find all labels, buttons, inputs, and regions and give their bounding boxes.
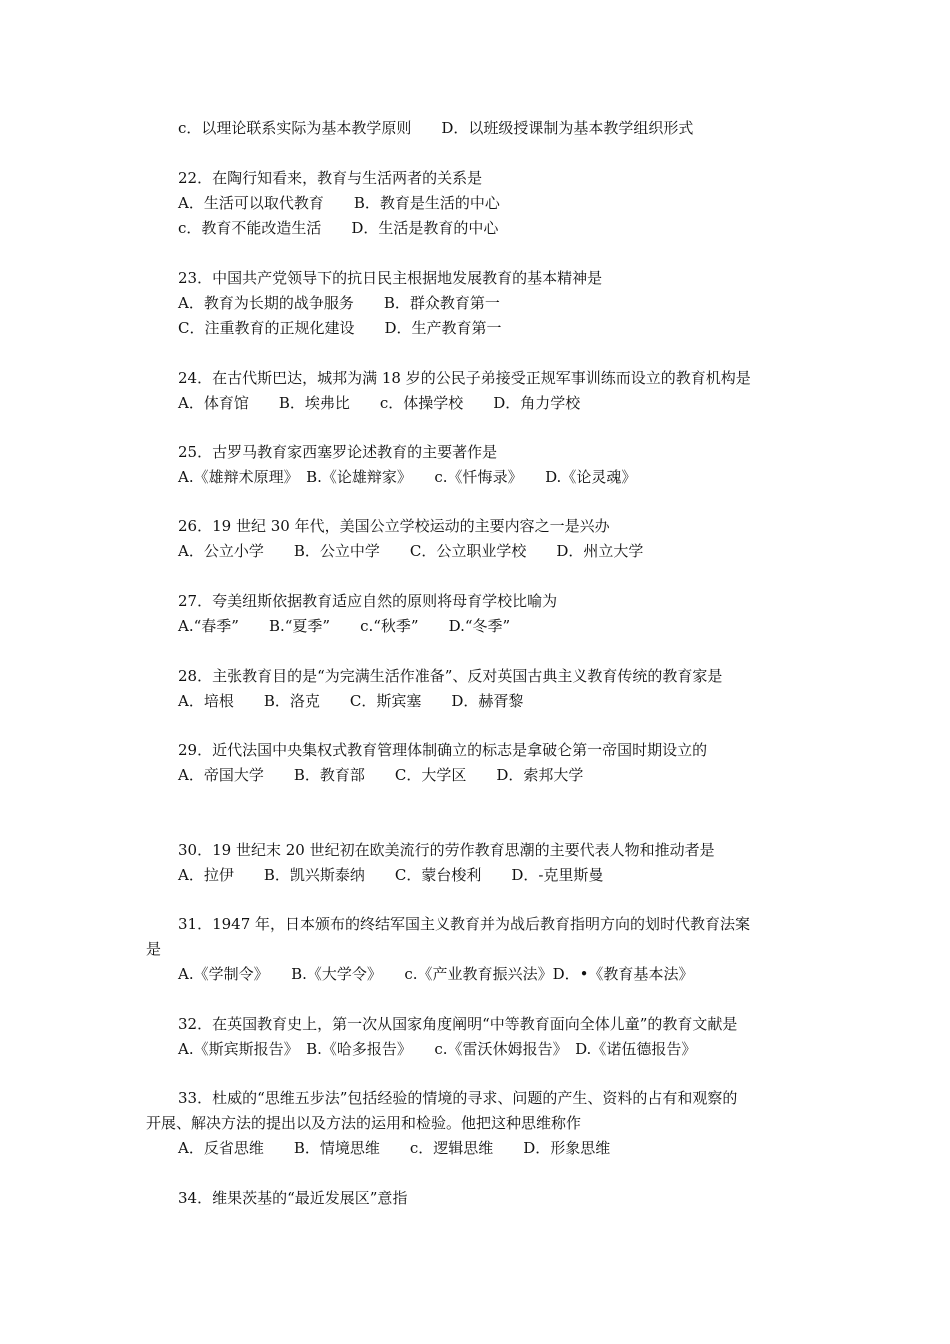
q33-stem-continued: 开展、解决方法的提出以及方法的运用和检验。他把这种思维称作 (146, 1114, 582, 1132)
q26-options: A．公立小学 B．公立中学 C．公立职业学校 D．州立大学 (178, 542, 644, 560)
q23-option-cd: C．注重教育的正规化建设 D．生产教育第一 (178, 319, 502, 337)
q31-stem-continued: 是 (146, 940, 162, 958)
q22-stem: 22．在陶行知看来，教育与生活两者的关系是 (178, 169, 483, 187)
q22-option-cd: c．教育不能改造生活 D．生活是教育的中心 (178, 219, 499, 237)
q27-stem: 27．夸美纽斯依据教育适应自然的原则将母育学校比喻为 (178, 592, 558, 610)
q30-stem: 30．19 世纪末 20 世纪初在欧美流行的劳作教育思潮的主要代表人物和推动者是 (178, 841, 715, 859)
q31-options: A.《学制令》 B.《大学令》 c.《产业教育振兴法》D．•《教育基本法》 (178, 965, 694, 983)
q27-options: A.“春季” B.“夏季” c.“秋季” D.“冬季” (178, 617, 511, 635)
q28-options: A．培根 B．洛克 C．斯宾塞 D．赫胥黎 (178, 692, 524, 710)
q21-option-cd: c．以理论联系实际为基本教学原则 D．以班级授课制为基本教学组织形式 (178, 119, 694, 137)
q33-options: A．反省思维 B．情境思维 c．逻辑思维 D．形象思维 (178, 1139, 611, 1157)
q24-stem: 24．在古代斯巴达，城邦为满 18 岁的公民子弟接受正规军事训练而设立的教育机构是 (178, 369, 751, 387)
q26-stem: 26．19 世纪 30 年代，美国公立学校运动的主要内容之一是兴办 (178, 517, 610, 535)
q22-option-ab: A．生活可以取代教育 B．教育是生活的中心 (178, 194, 500, 212)
q30-options: A．拉伊 B．凯兴斯泰纳 C．蒙台梭利 D．-克里斯曼 (178, 866, 604, 884)
q25-stem: 25．古罗马教育家西塞罗论述教育的主要著作是 (178, 443, 498, 461)
q34-stem: 34．维果茨基的“最近发展区”意指 (178, 1189, 408, 1207)
q29-options: A．帝国大学 B．教育部 C．大学区 D．索邦大学 (178, 766, 584, 784)
q32-stem: 32．在英国教育史上，第一次从国家角度阐明“中等教育面向全体儿童”的教育文献是 (178, 1015, 738, 1033)
q25-options: A.《雄辩术原理》 B.《论雄辩家》 c.《忏悔录》 D.《论灵魂》 (178, 468, 637, 486)
q33-stem: 33．杜威的“思维五步法”包括经验的情境的寻求、问题的产生、资料的占有和观察的 (178, 1089, 738, 1107)
q31-stem: 31．1947 年，日本颁布的终结军国主义教育并为战后教育指明方向的划时代教育法案 (178, 915, 751, 933)
q29-stem: 29．近代法国中央集权式教育管理体制确立的标志是拿破仑第一帝国时期设立的 (178, 741, 708, 759)
q23-stem: 23．中国共产党领导下的抗日民主根据地发展教育的基本精神是 (178, 269, 603, 287)
q28-stem: 28．主张教育目的是“为完满生活作准备”、反对英国古典主义教育传统的教育家是 (178, 667, 723, 685)
q32-options: A.《斯宾斯报告》 B.《哈多报告》 c.《雷沃休姆报告》 D.《诺伍德报告》 (178, 1040, 697, 1058)
q24-options: A．体育馆 B．埃弗比 c．体操学校 D．角力学校 (178, 394, 581, 412)
q23-option-ab: A．教育为长期的战争服务 B．群众教育第一 (178, 294, 500, 312)
